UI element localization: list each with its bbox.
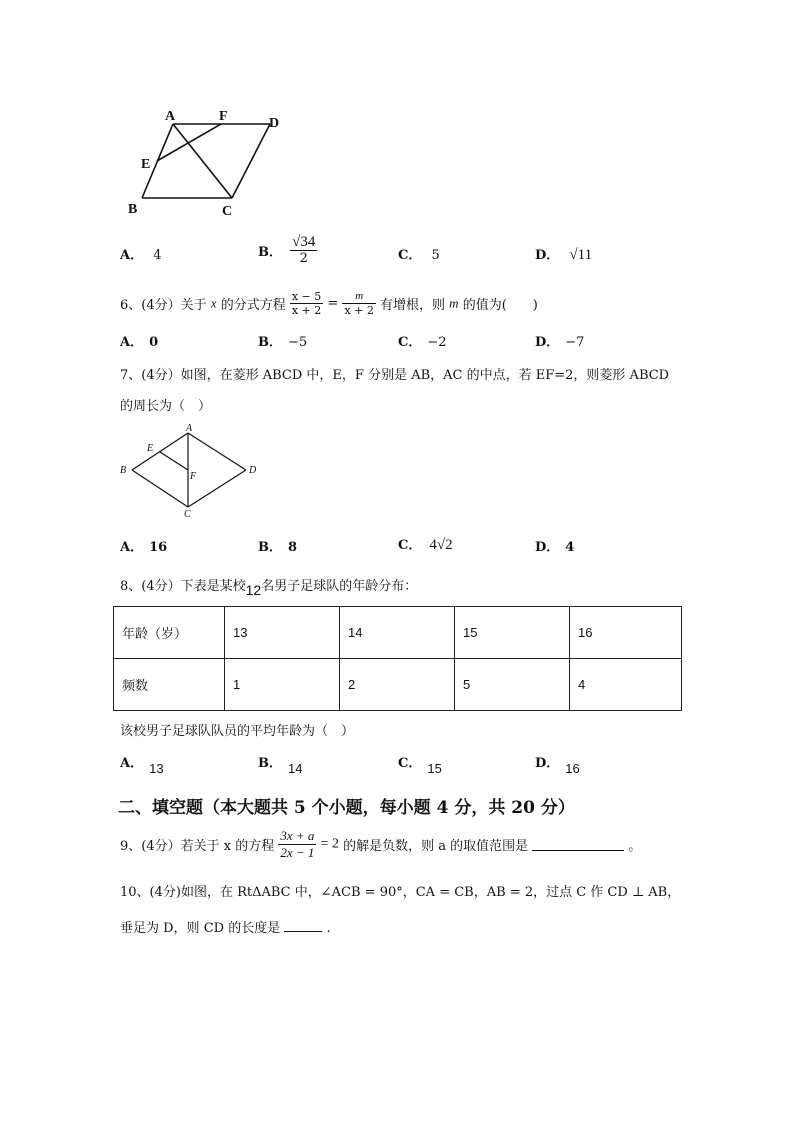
rhombus-label-a: A (186, 423, 193, 434)
q8-option-a: A． 13 (120, 756, 164, 776)
rhombus-label-f: F (190, 471, 197, 482)
table-cell: 4 (570, 659, 682, 711)
rhombus-label-e: E (147, 443, 154, 454)
q6-option-a: A． 0 (120, 335, 159, 350)
table-cell: 15 (455, 607, 570, 659)
label-b: B (128, 202, 138, 217)
question-10-line2: 垂足为 D，则 CD 的长度是 . (120, 921, 331, 936)
question-7-line1: 7、(4分）如图，在菱形 ABCD 中，E，F 分别是 AB，AC 的中点，若 EF=2，则菱形 ABCD (120, 368, 670, 383)
question-8: 8、(4分）下表是某校12名男子足球队的年龄分布： (120, 579, 418, 598)
q6-option-b: B． −5 (258, 335, 308, 350)
q6-fraction-left: $\frac{x - 5}{x + 2}$ (291, 290, 322, 317)
q5-option-c: C． 5 (398, 248, 440, 263)
table-row (114, 659, 682, 711)
label-c: C (222, 204, 233, 219)
answer-blank[interactable] (532, 838, 624, 851)
label-d: D (269, 116, 280, 131)
table-cell: 13 (225, 607, 340, 659)
q7-option-b: B． 8 (258, 540, 298, 555)
q8-option-b: B． 14 (258, 756, 303, 776)
rhombus-label-d: D (249, 465, 257, 476)
table-row (114, 607, 682, 659)
question-9: 9、(4分）若关于 x 的方程 $\frac{3x + a}{2x - 1}$ = 2 的解是负数，则 a 的取值范围是 。 (120, 828, 642, 860)
q8-option-d: D． 16 (535, 756, 580, 776)
rhombus-label-c: C (184, 509, 191, 520)
question-8-prompt: 该校男子足球队队员的平均年龄为（ ） (120, 724, 355, 739)
table-cell: 14 (340, 607, 455, 659)
question-6: 6、(4分）关于 x 的分式方程 $\frac{x - 5}{x + 2}$ = $\frac{m}{x + 2}$ 有增根，则 m 的值为( ) (120, 290, 538, 317)
q5-option-d: D． √11 (535, 247, 593, 263)
table-cell: 2 (340, 659, 455, 711)
question-7-line2: 的周长为（ ） (120, 399, 212, 414)
table-cell: 1 (225, 659, 340, 711)
table-header-cell: 年龄（岁） (114, 607, 225, 659)
parallelogram-figure (120, 100, 300, 225)
q5-option-a: A． 4 (120, 248, 162, 263)
section-2-title: 二、填空题（本大题共 5 个小题，每小题 4 分，共 20 分） (118, 798, 575, 818)
label-e: E (141, 157, 151, 172)
answer-blank[interactable] (284, 919, 322, 932)
q8-option-c: C． 15 (398, 756, 442, 776)
label-f: F (219, 109, 228, 124)
rhombus-label-b: B (120, 465, 127, 476)
table-header-cell: 频数 (114, 659, 225, 711)
label-a: A (165, 109, 176, 124)
q7-option-d: D． 4 (535, 540, 575, 555)
q7-option-c: C． 4√2 (398, 537, 453, 553)
q9-fraction: $\frac{3x + a}{2x - 1}$ (280, 828, 315, 860)
question-10-line1: 10、(4分)如图，在 RtΔABC 中，∠ACB = 90°，CA = CB，AB = 2，过点 C 作 CD ⊥ AB， (120, 885, 681, 900)
q7-option-a: A． 16 (120, 540, 168, 555)
age-distribution-table (113, 606, 682, 711)
q6-option-c: C． −2 (398, 335, 447, 350)
table-cell: 5 (455, 659, 570, 711)
table-cell: 16 (570, 607, 682, 659)
q6-option-d: D． −7 (535, 335, 585, 350)
q6-fraction-right: $\frac{m}{x + 2}$ (344, 290, 374, 317)
q5-b-fraction: $\frac{√34}{2}$ (292, 234, 316, 266)
q5-option-b: B． $\frac{√34}{2}$ (258, 234, 316, 266)
rhombus-figure (115, 422, 265, 522)
